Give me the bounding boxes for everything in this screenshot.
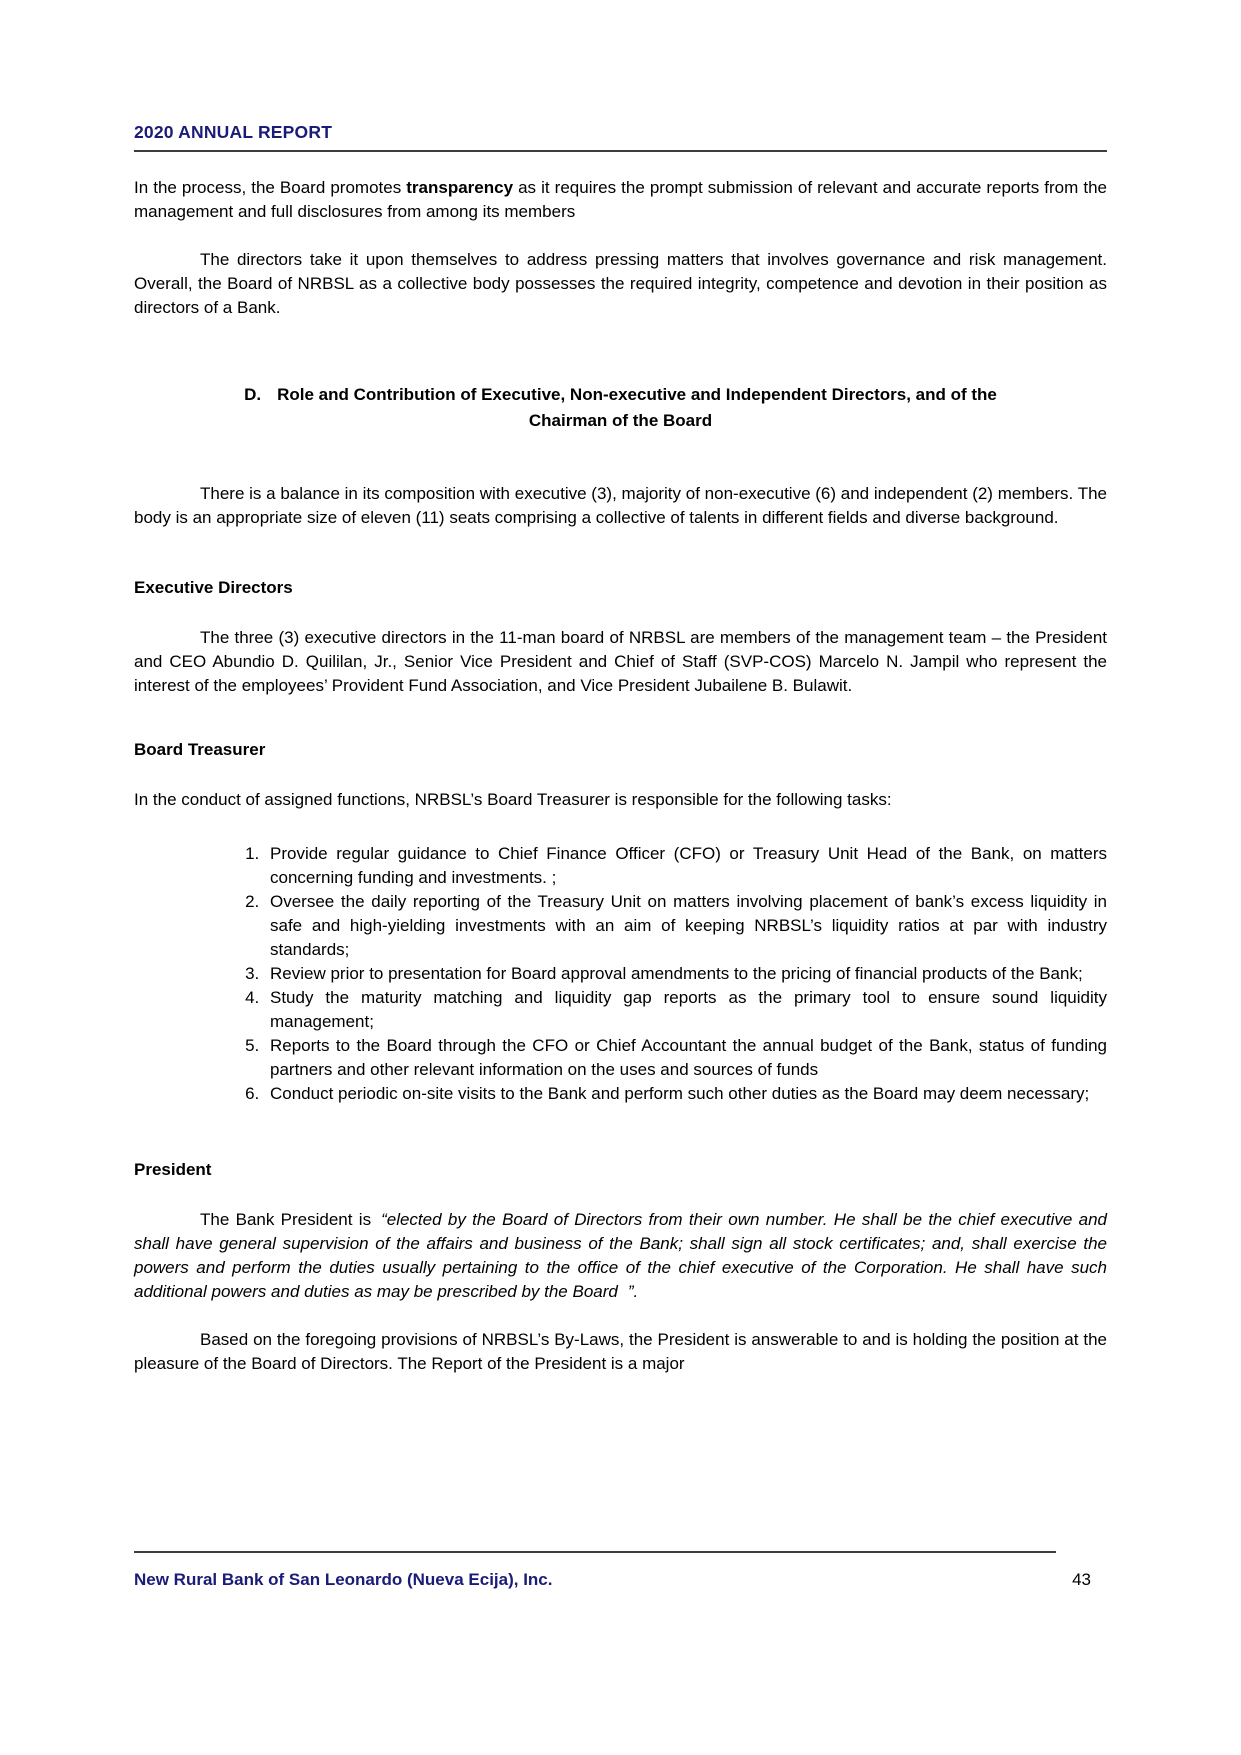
section-d-heading: [134, 382, 1107, 434]
report-title: 2020 ANNUAL REPORT: [134, 122, 333, 142]
task-item-1: 1. Provide regular guidance to Chief Finance Officer (CFO) or Treasury Unit Head of the Bank, on matters concerning funding and investments. ;: [264, 842, 1107, 890]
section-d-label: D.: [244, 385, 262, 404]
page-header: [134, 0, 1107, 152]
directors-paragraph: The directors take it upon themselves to address pressing matters that involves governance and risk management. Overall, the Board of NRBSL as a collective body possesses the required integrity, competence and devotion in their position as directors of a Bank.: [134, 250, 1107, 317]
section-d-title: Role and Contribution of Executive, Non-executive and Independent Directors, and of the: [277, 385, 997, 404]
footer-rule: [134, 1551, 1056, 1553]
intro-paragraph-start: In the process, the Board promotes: [134, 178, 407, 197]
task-item-6: 6. Conduct periodic on-site visits to the Bank and perform such other duties as the Board may deem necessary;: [264, 1082, 1107, 1106]
task-item-4: 4. Study the maturity matching and liquidity gap reports as the primary tool to ensure sound liquidity management;: [264, 986, 1107, 1034]
executive-directors-heading: Executive Directors: [134, 578, 293, 597]
transparency-bold-text: transparency: [406, 178, 514, 197]
bylaws-quotation-close: ”.: [627, 1282, 639, 1301]
document-body: [134, 176, 1107, 1376]
president-heading: President: [134, 1160, 212, 1179]
board-treasurer-paragraph: In the conduct of assigned functions, NRBSL’s Board Treasurer is responsible for the following tasks:: [134, 790, 892, 809]
task-item-5: 5. Reports to the Board through the CFO or Chief Accountant the annual budget of the Bank, status of funding partners and other relevant information on the uses and sources of funds: [264, 1034, 1107, 1082]
intro-paragraph-end: as it requires the prompt submission of relevant and accurate reports from the management and full disclosures from among its members: [134, 178, 1107, 221]
balance-paragraph: There is a balance in its composition with executive (3), majority of non-executive (6) and independent (2) members. The body is an appropriate size of eleven (11) seats comprising a collective of talents in different fields and diverse background.: [134, 484, 1107, 527]
task-item-2: 2. Oversee the daily reporting of the Treasury Unit on matters involving placement of bank’s excess liquidity in safe and high-yielding investments with an aim of keeping NRBSL’s liquidity ratios at par with industry standards;: [264, 890, 1107, 962]
intro-paragraph: [134, 176, 1107, 224]
section-d-heading-line2: Chairman of the Board: [528, 411, 713, 430]
task-item-3: 3. Review prior to presentation for Board approval amendments to the pricing of financial products of the Bank;: [264, 962, 1107, 986]
header-rule: [134, 150, 1107, 152]
footer-row: [134, 1570, 1107, 1590]
bylaws-paragraph: Based on the foregoing provisions of NRBSL’s By-Laws, the President is answerable to and is holding the position at the pleasure of the Board of Directors. The Report of the President is a major: [134, 1330, 1107, 1373]
quote-lead-in: The Bank President is: [200, 1210, 372, 1229]
board-treasurer-heading: Board Treasurer: [134, 740, 266, 759]
page-footer: [134, 1551, 1107, 1590]
president-quote-paragraph: [134, 1208, 1107, 1304]
section-d-heading-line1: [134, 382, 1107, 408]
executive-directors-paragraph: The three (3) executive directors in the 11-man board of NRBSL are members of the management team – the President and CEO Abundio D. Quililan, Jr., Senior Vice President and Chief of Staff (SVP-COS) Marcelo N. Jampil who represent the interest of the employees’ Provident Fund Association, and Vice President Jubailene B. Bulawit.: [134, 628, 1107, 695]
bylaws-quotation: “elected by the Board of Directors from their own number. He shall be the chief executive and shall have general supervision of the affairs and business of the Bank; shall sign all stock certificates; and, shall exercise the powers and perform the duties usually pertaining to the office of the chief executive of the Corporation. He shall have such additional powers and duties as may be prescribed by the Board: [134, 1210, 1107, 1301]
footer-page-number: 43: [1072, 1570, 1091, 1589]
treasurer-task-list: [134, 842, 1107, 1106]
footer-bank-name: New Rural Bank of San Leonardo (Nueva Ecija), Inc.: [134, 1570, 553, 1589]
